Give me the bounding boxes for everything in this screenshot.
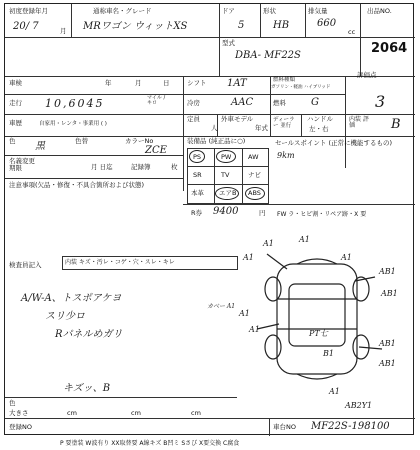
name-change-label: 名義変更 期限: [9, 157, 35, 172]
sales-point-label: セールスポイント (正常に機能するもの): [275, 139, 393, 147]
score-value: 3: [375, 92, 386, 111]
model-value: MRワゴン ウィットXS: [83, 21, 188, 32]
divider: [187, 166, 269, 167]
ac-value: AAC: [231, 97, 254, 108]
doors-label: ドア: [222, 7, 235, 15]
reg-date-value: 20/ 7: [13, 21, 39, 32]
damage-mark: A1: [299, 235, 310, 244]
mileage-label: 走行: [9, 99, 22, 107]
fuel-type-label: 燃料種類: [273, 77, 296, 83]
damage-mark: A1: [243, 253, 254, 262]
damage-mark: カベー A1: [207, 303, 236, 310]
record-book-unit: 枚: [171, 163, 178, 171]
registration-label: 登録NO: [9, 423, 32, 431]
color-no-value: ZCE: [145, 145, 167, 156]
capacity-label: 定員: [187, 115, 200, 123]
type-label: 型式: [222, 39, 235, 47]
car-diagram: [237, 229, 415, 409]
model-label: 通称車名・グレード: [93, 7, 152, 15]
arrow: [267, 254, 287, 269]
divider: [5, 114, 415, 115]
cc-unit: cc: [348, 28, 356, 36]
lot-label: 出品NO.: [367, 7, 392, 15]
equip-ps: PS: [193, 153, 202, 161]
damage-mark: A1: [341, 253, 352, 262]
auction-sheet: [4, 3, 414, 435]
chassis-label: 車台NO: [273, 423, 296, 431]
circled-mark: [189, 150, 205, 163]
doors-value: 5: [238, 20, 245, 31]
score-label: 評価点: [357, 71, 377, 79]
damage-mark: AB1: [379, 339, 396, 348]
equip-abs: ABS: [248, 189, 261, 197]
size-cm-unit: cm: [131, 409, 141, 417]
fw-legend: FW ラ・ヒビ割・リペア跡・X 要: [277, 211, 367, 218]
divider: [5, 155, 183, 156]
divider: [5, 418, 415, 419]
year-unit: 年: [105, 79, 112, 87]
r-ticket-label: R券: [191, 209, 203, 217]
name-change-date: 月 日迄: [91, 163, 113, 171]
shift-label: シフト: [187, 79, 207, 87]
steering-value: 左・右: [309, 125, 329, 133]
circled-mark: [215, 187, 239, 200]
damage-mark: AB1: [381, 289, 398, 298]
size-cm-unit: cm: [191, 409, 201, 417]
damage-mark: AB1: [379, 267, 396, 276]
divider: [360, 4, 361, 76]
capacity-unit: 人: [211, 124, 218, 132]
damage-mark: A1: [239, 309, 250, 318]
dealer-label: ディーラー 並行: [273, 117, 295, 129]
divider: [217, 114, 218, 136]
damage-mark: A1: [329, 387, 340, 396]
divider: [269, 418, 270, 436]
lot-number: 2064: [371, 41, 408, 56]
reg-date-label: 初度登録年月: [9, 7, 48, 15]
divider: [301, 114, 302, 136]
sales-point-value: 9km: [277, 151, 295, 160]
damage-mark: AB1: [379, 359, 396, 368]
usage-label: 車歴: [9, 119, 22, 127]
arrow: [257, 324, 279, 329]
hood-outline: [297, 259, 337, 264]
equip-aw: AW: [248, 153, 259, 161]
inspector-note: A/W-A、トスポアケヨ: [21, 293, 122, 304]
divider: [5, 76, 415, 77]
foreign-unit: 年式: [255, 124, 268, 132]
mileage-unit: マイル / キロ: [147, 95, 166, 106]
color-change-label: 色替: [75, 137, 88, 145]
circled-mark: [245, 187, 265, 200]
color-label: 色: [9, 137, 16, 145]
shape-value: HB: [273, 20, 290, 31]
record-book-label: 記録簿: [131, 163, 151, 171]
day-unit: 日: [163, 79, 170, 87]
equipment-title: 装備品 (純正品に○): [187, 137, 246, 145]
divider: [345, 76, 346, 168]
type-value: DBA- MF22S: [235, 50, 301, 61]
divider: [71, 4, 72, 37]
equip-tv: TV: [221, 171, 230, 179]
divider: [260, 4, 261, 37]
interior-value: B: [391, 117, 401, 132]
inspection-label: 車検: [9, 79, 22, 87]
circled-mark: [216, 150, 236, 163]
inspector-note: Rパネルめガリ: [55, 329, 123, 340]
equip-sr: SR: [193, 171, 202, 179]
divider: [5, 94, 345, 95]
mileage-value: 10,6045: [45, 97, 105, 110]
ac-label: 冷房: [187, 99, 200, 107]
front-left-wheel: [265, 277, 281, 301]
damage-mark: AB2Y1: [345, 401, 373, 410]
chassis-value: MF22S-198100: [311, 421, 390, 432]
divider: [305, 4, 306, 37]
r-ticket-value: 9400: [213, 206, 239, 217]
fuel-value: G: [311, 97, 319, 108]
inspector-categories: 内装 キズ・汚レ・コゲ・穴・スレ・キレ: [65, 259, 175, 266]
divider: [5, 37, 415, 38]
divider: [219, 4, 220, 76]
rear-left-wheel: [265, 335, 281, 359]
color-value: 黒: [35, 141, 45, 152]
damage-mark: B1: [323, 349, 334, 358]
color-no-label: カラーNo: [125, 137, 154, 145]
divider: [5, 178, 183, 179]
damage-mark: A1: [249, 325, 260, 334]
divider: [5, 397, 237, 398]
inspector-note: スリ少ロ: [45, 311, 85, 322]
equip-airbag: エアB: [219, 189, 237, 197]
equip-navi: ナビ: [248, 171, 261, 179]
notes-label: 注意事項(欠品・修復・不具合箇所および状態): [9, 181, 145, 189]
foreign-label: 外車モデル: [221, 115, 254, 123]
reg-date-month: 月: [60, 27, 67, 35]
divider: [187, 184, 269, 185]
bottom-size-label: 大きさ: [9, 409, 29, 417]
fuel-type-options: ガソリン・軽油 ハイブリッド: [271, 85, 331, 90]
r-ticket-unit: 円: [259, 209, 266, 217]
fuel-label: 燃料: [273, 99, 286, 107]
damage-mark: A1: [263, 239, 274, 248]
displacement-value: 660: [317, 18, 337, 29]
inspector-label: 検査員記入: [9, 261, 42, 269]
shift-value: 1AT: [227, 78, 247, 89]
size-cm-unit: cm: [67, 409, 77, 417]
trunk-outline: [297, 374, 337, 379]
interior-label: 内装 評価: [349, 116, 369, 129]
legend-footer: P 要塗装 W波有り XX取替要 A線キズ B凹ミ Sさび X要交換 C腐食: [60, 440, 240, 447]
usage-options: 自家用・レンタ・事業用 ( ): [39, 121, 107, 127]
inspector-note: キズッ、B: [63, 383, 111, 394]
bottom-color-label: 色: [9, 399, 16, 407]
equip-leather: 本革: [191, 189, 204, 197]
steering-label: ハンドル: [307, 115, 333, 123]
shape-label: 形状: [263, 7, 276, 15]
displacement-label: 排気量: [308, 7, 328, 15]
equip-pw: PW: [221, 153, 232, 161]
divider: [183, 204, 415, 205]
month-unit: 月: [135, 79, 142, 87]
divider: [242, 148, 243, 204]
damage-mark: PT七: [309, 329, 328, 338]
